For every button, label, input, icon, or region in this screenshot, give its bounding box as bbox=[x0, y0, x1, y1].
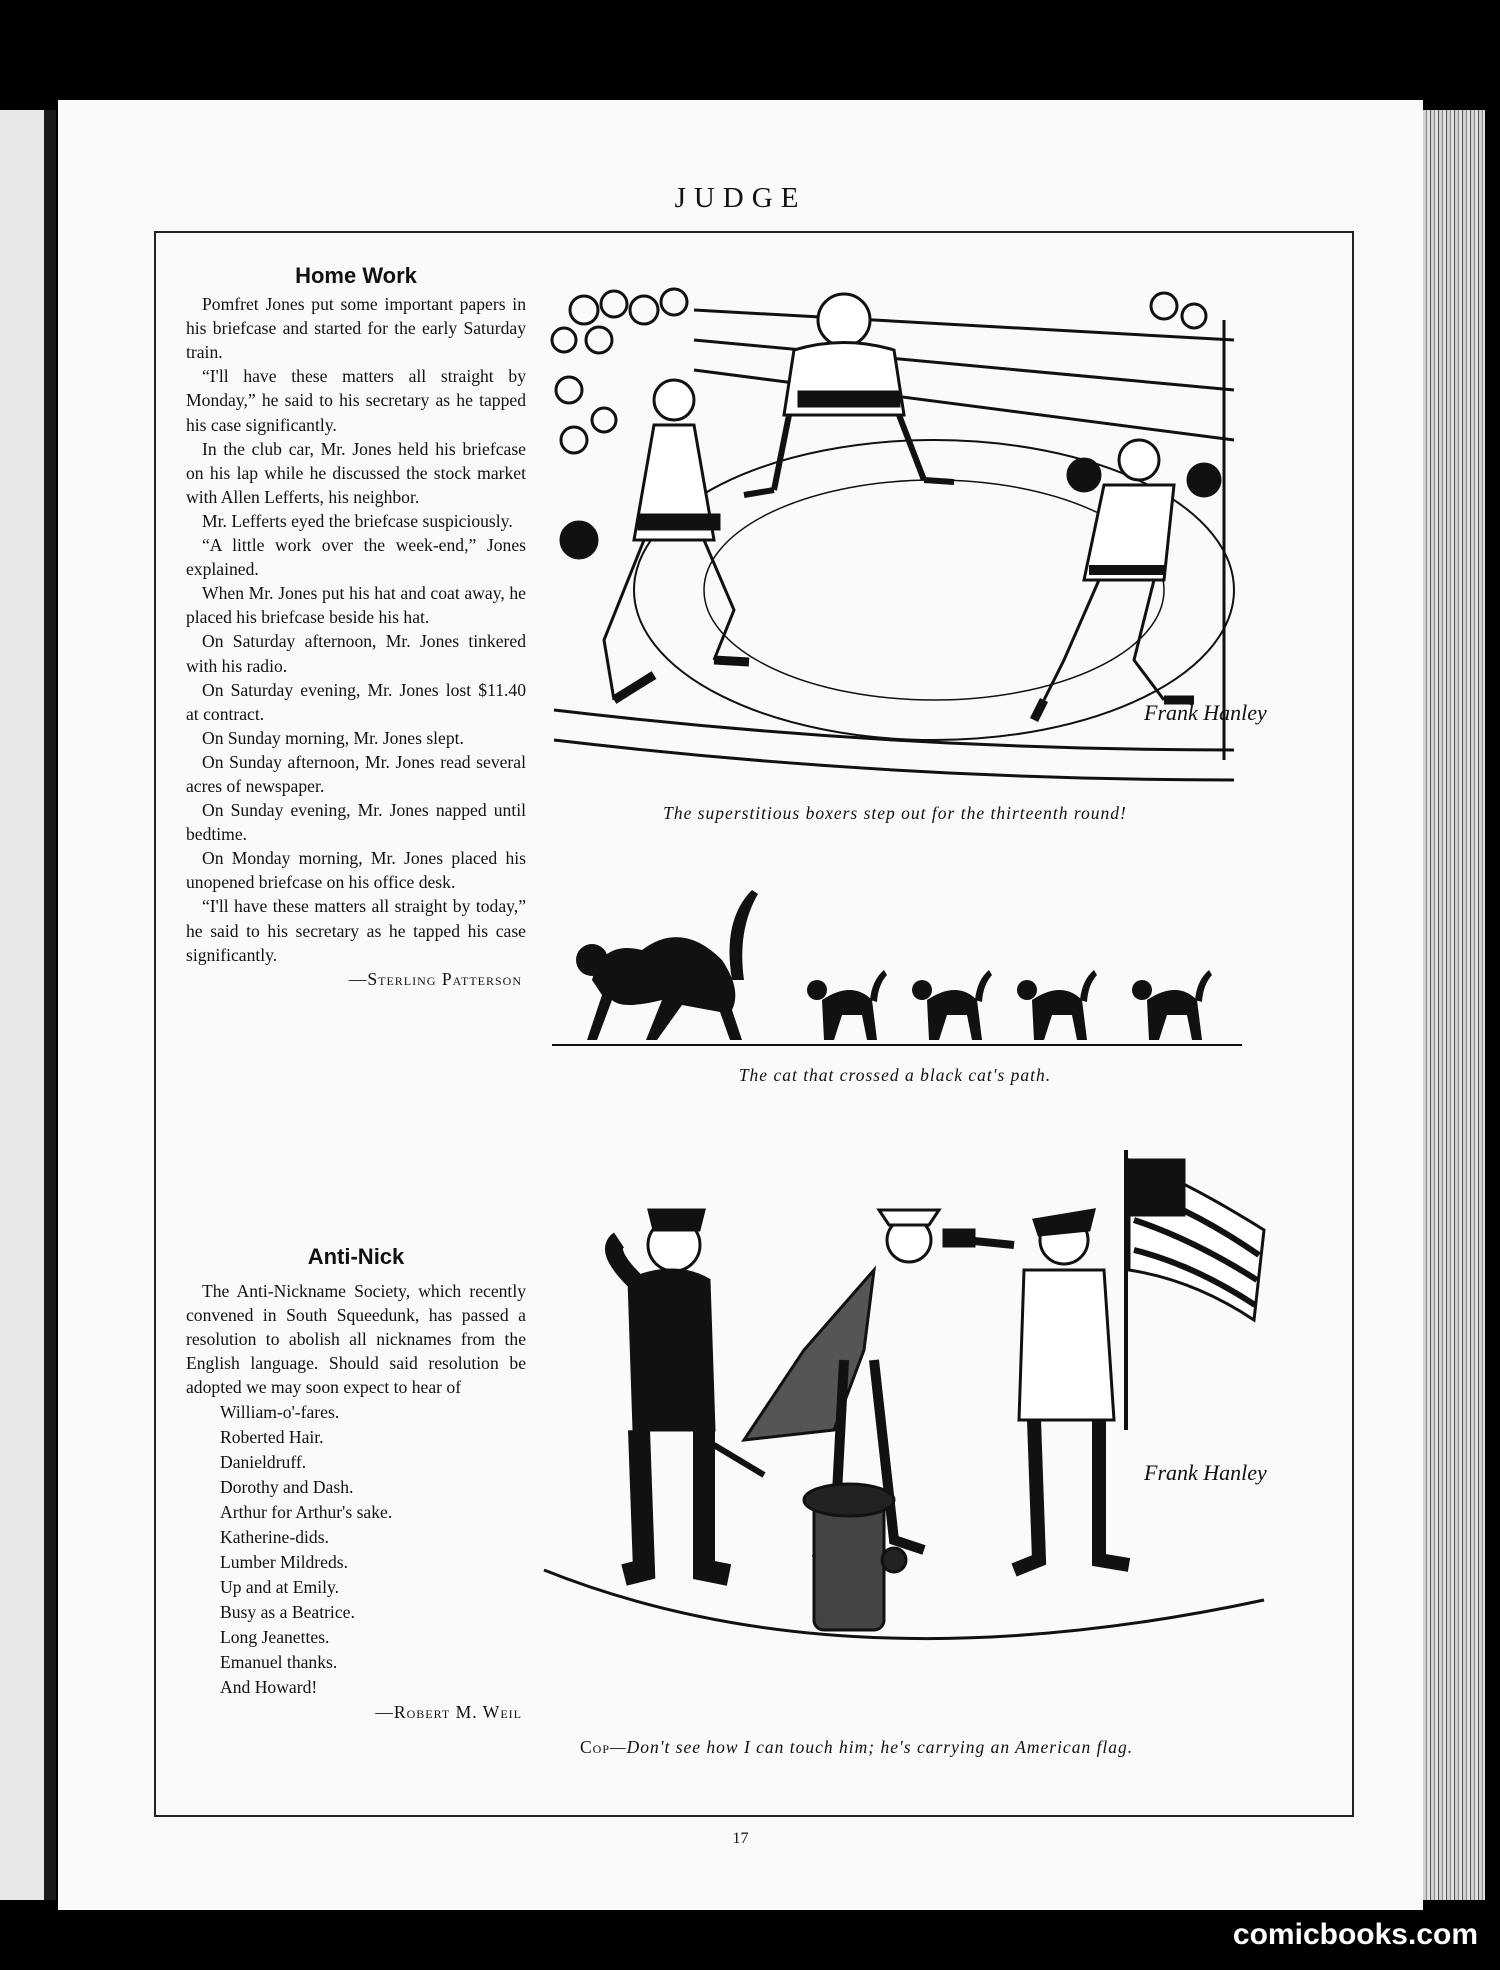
article-title: Home Work bbox=[295, 263, 417, 288]
boxer-left bbox=[561, 380, 749, 700]
signature: Frank Hanley bbox=[1144, 700, 1267, 725]
list-item: Lumber Mildreds. bbox=[220, 1551, 349, 1572]
anti-nick-article bbox=[186, 1245, 526, 1724]
byline: —Sterling Patterson bbox=[348, 968, 522, 989]
book-gutter bbox=[44, 110, 56, 1900]
article-title: Anti-Nick bbox=[307, 1244, 405, 1269]
list-item: Arthur for Arthur's sake. bbox=[220, 1501, 393, 1522]
paragraph: Pomfret Jones put some important papers in his briefcase and started for the early Saturday train. bbox=[186, 294, 526, 363]
signature: Frank Hanley bbox=[1144, 1460, 1267, 1485]
list-item: And Howard! bbox=[220, 1676, 318, 1697]
curb bbox=[544, 1570, 1264, 1639]
cop-cartoon bbox=[544, 1130, 1267, 1690]
list-item: Dorothy and Dash. bbox=[220, 1476, 354, 1497]
paragraph: “I'll have these matters all straight by Monday,” he said to his secretary as he tapped his case significantly. bbox=[186, 366, 526, 435]
boxers-caption: The superstitious boxers step out for the thirteenth round! bbox=[663, 803, 1127, 823]
fire-hydrant bbox=[804, 1484, 906, 1630]
paragraph: “A little work over the week-end,” Jones explained. bbox=[186, 535, 526, 580]
paragraph: On Sunday afternoon, Mr. Jones read several acres of newspaper. bbox=[186, 751, 526, 796]
home-work-article bbox=[186, 264, 526, 991]
boxer-right bbox=[1034, 440, 1220, 720]
list-item: Up and at Emily. bbox=[220, 1576, 340, 1597]
list-item: Busy as a Beatrice. bbox=[220, 1601, 355, 1622]
list-item: Roberted Hair. bbox=[220, 1426, 324, 1447]
paragraph: In the club car, Mr. Jones held his briefcase on his lap while he discussed the stock market with Allen Lefferts, his neighbor. bbox=[186, 438, 526, 507]
small-black-cats bbox=[807, 970, 1212, 1040]
caption-text: —Don't see how I can touch him; he's carrying an American flag. bbox=[610, 1737, 1134, 1757]
nickname-list bbox=[186, 1400, 526, 1700]
speaker-label: Cop bbox=[580, 1737, 611, 1757]
paragraph: The Anti-Nickname Society, which recently convened in South Squeedunk, has passed a resolution to abolish all nicknames from the English language. Should said resolution be adopted we may soon expect to hear of bbox=[186, 1281, 526, 1398]
boxers-cartoon bbox=[544, 280, 1267, 790]
robber bbox=[944, 1210, 1129, 1570]
paragraph: On Saturday evening, Mr. Jones lost $11.40 at contract. bbox=[186, 679, 526, 724]
list-item: Long Jeanettes. bbox=[220, 1626, 330, 1647]
cop-caption bbox=[580, 1736, 1230, 1759]
cats-cartoon bbox=[552, 880, 1252, 1050]
paragraph: On Saturday afternoon, Mr. Jones tinkered with his radio. bbox=[186, 631, 526, 676]
paragraph: “I'll have these matters all straight by today,” he said to his secretary as he tapped his case significantly. bbox=[186, 896, 526, 965]
big-black-cat bbox=[576, 890, 758, 1040]
american-flag bbox=[1126, 1150, 1264, 1430]
cats-caption: The cat that crossed a black cat's path. bbox=[738, 1065, 1052, 1085]
list-item: Emanuel thanks. bbox=[220, 1651, 338, 1672]
paragraph: On Monday morning, Mr. Jones placed his unopened briefcase on his office desk. bbox=[186, 848, 526, 893]
paragraph: Mr. Lefferts eyed the briefcase suspiciously. bbox=[202, 510, 513, 531]
list-item: Katherine-dids. bbox=[220, 1526, 329, 1547]
paragraph: When Mr. Jones put his hat and coat away, he placed his briefcase beside his hat. bbox=[186, 583, 526, 628]
page-stack-edges bbox=[1423, 110, 1485, 1900]
watermark: comicbooks.com bbox=[1232, 1918, 1478, 1951]
paragraph: On Sunday evening, Mr. Jones napped until bedtime. bbox=[186, 800, 526, 845]
policeman bbox=[614, 1210, 764, 1575]
paragraph: On Sunday morning, Mr. Jones slept. bbox=[202, 727, 464, 748]
list-item: Danieldruff. bbox=[220, 1451, 307, 1472]
byline: —Robert M. Weil bbox=[375, 1701, 522, 1722]
list-item: William-o'-fares. bbox=[220, 1401, 340, 1422]
masthead: JUDGE bbox=[674, 182, 807, 214]
page-number: 17 bbox=[732, 1830, 749, 1847]
